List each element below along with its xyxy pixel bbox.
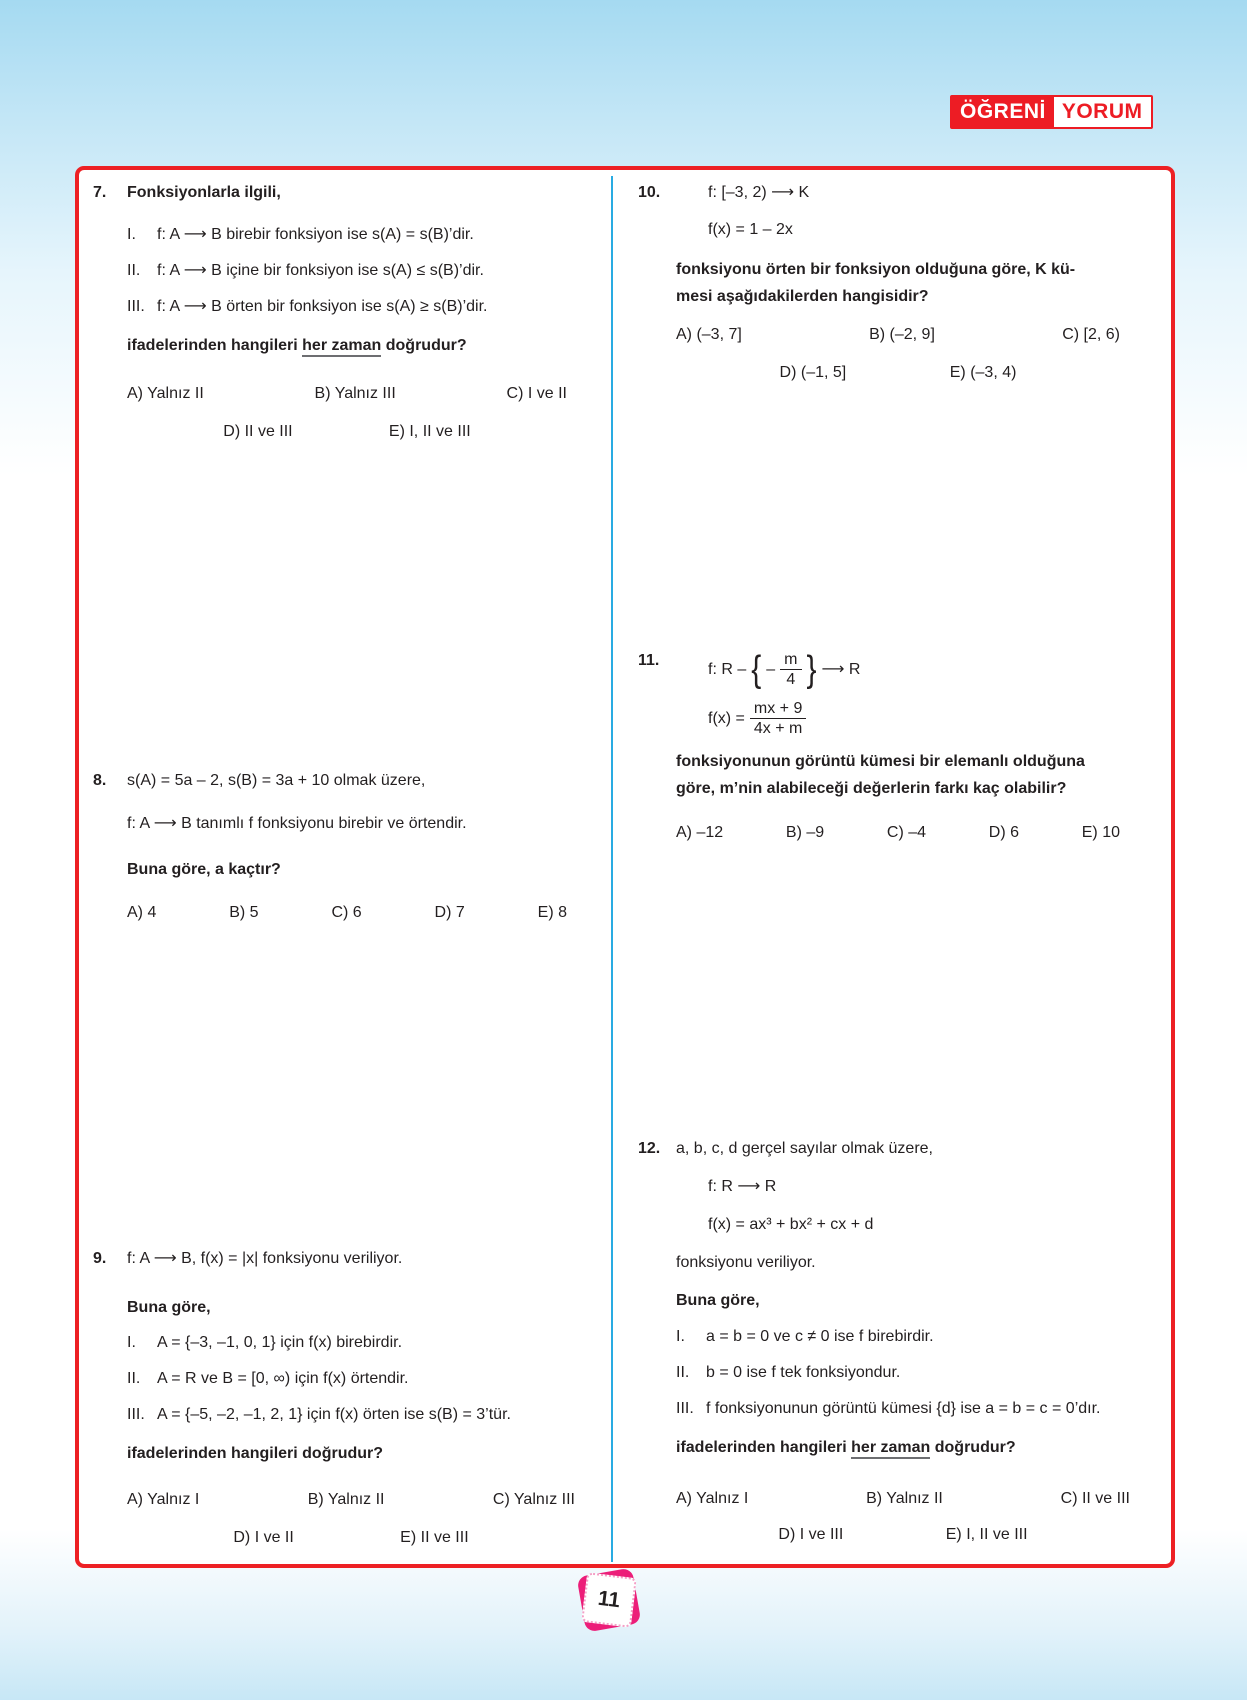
- question-10-number: 10.: [638, 184, 661, 201]
- prompt-text: doğrudur?: [934, 1439, 1016, 1456]
- item-label: III.: [676, 1400, 694, 1417]
- math-minus: –: [766, 660, 776, 678]
- statement-item: [127, 1368, 575, 1390]
- option-c: C) 6: [331, 904, 362, 921]
- option-d: D) II ve III: [223, 423, 293, 440]
- item-text: f: A ⟶ B birebir fonksiyon ise s(A) = s(B)’dir.: [157, 226, 474, 243]
- item-text: A = {–5, –2, –1, 2, 1} için f(x) örten ise s(B) = 3’tür.: [157, 1406, 511, 1423]
- option-b: B) –9: [785, 824, 825, 841]
- options-row: [676, 1524, 1130, 1546]
- question-12: [638, 1138, 1130, 1560]
- option-b: B) (–2, 9]: [869, 326, 935, 343]
- option-e: E) 10: [1081, 824, 1120, 841]
- page-number: 11: [581, 1572, 637, 1628]
- question-12-line1: a, b, c, d gerçel sayılar olmak üzere,: [676, 1140, 933, 1157]
- question-10-prompt: [676, 256, 1120, 310]
- option-e: E) I, II ve III: [388, 423, 471, 440]
- question-7: [93, 182, 567, 459]
- options-row: [127, 1489, 575, 1511]
- question-11-prompt: [676, 748, 1120, 802]
- option-c: C) Yalnız III: [492, 1491, 575, 1508]
- option-e: E) II ve III: [400, 1529, 469, 1546]
- option-a: A) 4: [127, 904, 157, 921]
- question-10: [638, 182, 1120, 400]
- prompt-text: fonksiyonu örten bir fonksiyon olduğuna göre, K kü-: [676, 261, 1076, 278]
- question-11-function-formula: [708, 699, 1120, 738]
- question-11: [638, 650, 1120, 860]
- question-9-line1: f: A ⟶ B, f(x) = |x| fonksiyonu veriliyor.: [127, 1250, 403, 1267]
- prompt-underlined-text: her zaman: [302, 337, 381, 357]
- question-7-intro: Fonksiyonlarla ilgili,: [127, 184, 281, 201]
- question-9-subhead: Buna göre,: [127, 1299, 211, 1316]
- item-text: a = b = 0 ve c ≠ 0 ise f birebirdir.: [706, 1328, 934, 1345]
- question-8-line2: f: A ⟶ B tanımlı f fonksiyonu birebir ve örtendir.: [127, 815, 467, 832]
- statement-item: [676, 1398, 1130, 1420]
- fraction-denominator: 4: [786, 671, 796, 688]
- option-e: E) I, II ve III: [945, 1526, 1028, 1543]
- item-text: A = {–3, –1, 0, 1} için f(x) birebirdir.: [157, 1334, 403, 1351]
- option-b: B) Yalnız II: [866, 1490, 943, 1507]
- options-row: [676, 1488, 1130, 1510]
- question-8-prompt: Buna göre, a kaçtır?: [127, 861, 281, 878]
- question-8-number: 8.: [93, 772, 107, 789]
- brace-open: {: [751, 648, 762, 690]
- question-12-line2: fonksiyonu veriliyor.: [676, 1254, 816, 1271]
- option-b: B) 5: [229, 904, 259, 921]
- option-b: B) Yalnız III: [314, 385, 396, 402]
- options-row: [127, 1527, 575, 1549]
- item-label: III.: [127, 298, 145, 315]
- statement-item: [676, 1362, 1130, 1384]
- item-text: f: A ⟶ B içine bir fonksiyon ise s(A) ≤ s(B)’dir.: [157, 262, 484, 279]
- fraction-denominator: 4x + m: [753, 720, 803, 737]
- question-12-prompt: [676, 1434, 1130, 1461]
- question-9-prompt: ifadelerinden hangileri doğrudur?: [127, 1445, 384, 1462]
- question-10-formula1: f: [–3, 2) ⟶ K: [708, 184, 810, 201]
- brand-logo: [950, 95, 1153, 129]
- column-divider: [611, 176, 613, 1562]
- question-8-line1: s(A) = 5a – 2, s(B) = 3a + 10 olmak üzere,: [127, 772, 426, 789]
- question-12-formula1: f: R ⟶ R: [708, 1178, 777, 1195]
- question-11-mapping-formula: [708, 650, 1120, 689]
- option-d: D) (–1, 5]: [779, 364, 847, 381]
- option-c: C) –4: [886, 824, 927, 841]
- question-panel: [75, 166, 1175, 1568]
- brand-logo-left: ÖĞRENİ: [952, 97, 1054, 127]
- statement-item: [676, 1326, 1130, 1348]
- prompt-text: mesi aşağıdakilerden hangisidir?: [676, 288, 929, 305]
- math-text: ⟶ R: [821, 660, 861, 678]
- page-number-badge: [581, 1572, 637, 1628]
- option-c: C) II ve III: [1060, 1490, 1130, 1507]
- question-9: [93, 1248, 575, 1565]
- item-label: II.: [127, 1370, 141, 1387]
- option-c: C) I ve II: [506, 385, 567, 402]
- option-a: A) Yalnız II: [127, 385, 204, 402]
- question-12-formula2: f(x) = ax³ + bx² + cx + d: [708, 1216, 874, 1233]
- item-label: I.: [676, 1328, 685, 1345]
- option-d: D) 6: [988, 824, 1019, 841]
- option-e: E) (–3, 4): [949, 364, 1017, 381]
- prompt-text: ifadelerinden hangileri: [127, 337, 298, 354]
- statement-item: [127, 296, 567, 318]
- item-label: I.: [127, 1334, 136, 1351]
- question-7-number: 7.: [93, 184, 107, 201]
- option-b: B) Yalnız II: [307, 1491, 385, 1508]
- question-9-number: 9.: [93, 1250, 107, 1267]
- item-label: III.: [127, 1406, 145, 1423]
- math-text: f(x) =: [708, 709, 745, 727]
- option-c: C) [2, 6): [1062, 326, 1120, 343]
- options-row: [127, 421, 567, 443]
- fraction: [750, 699, 806, 738]
- prompt-text: göre, m’nin alabileceği değerlerin farkı kaç olabilir?: [676, 780, 1067, 797]
- option-a: A) Yalnız I: [127, 1491, 200, 1508]
- options-row: [676, 324, 1120, 346]
- item-label: I.: [127, 226, 136, 243]
- prompt-text: fonksiyonunun görüntü kümesi bir elemanlı olduğuna: [676, 753, 1085, 770]
- prompt-text: doğrudur?: [385, 337, 467, 354]
- options-row: [676, 822, 1120, 844]
- item-label: II.: [676, 1364, 690, 1381]
- fraction-numerator: m: [780, 650, 801, 670]
- math-text: f: R –: [708, 660, 747, 678]
- item-text: f: A ⟶ B örten bir fonksiyon ise s(A) ≥ s(B)’dir.: [157, 298, 488, 315]
- statement-item: [127, 1404, 575, 1426]
- statement-item: [127, 1332, 575, 1354]
- question-8: [93, 770, 567, 940]
- fraction: [780, 650, 801, 689]
- statement-item: [127, 260, 567, 282]
- option-d: D) I ve II: [233, 1529, 294, 1546]
- option-d: D) 7: [434, 904, 465, 921]
- options-row: [676, 362, 1120, 384]
- option-a: A) –12: [676, 824, 724, 841]
- prompt-underlined-text: her zaman: [851, 1439, 930, 1459]
- prompt-text: ifadelerinden hangileri: [676, 1439, 847, 1456]
- option-d: D) I ve III: [778, 1526, 844, 1543]
- option-e: E) 8: [537, 904, 567, 921]
- fraction-numerator: mx + 9: [750, 699, 806, 719]
- question-7-prompt: [127, 332, 567, 359]
- options-row: [127, 383, 567, 405]
- question-12-number: 12.: [638, 1140, 661, 1157]
- brace-close: }: [806, 648, 817, 690]
- question-11-number: 11.: [638, 652, 660, 669]
- brand-logo-right: YORUM: [1061, 100, 1143, 123]
- item-label: II.: [127, 262, 141, 279]
- question-12-subhead: Buna göre,: [676, 1292, 760, 1309]
- options-row: [127, 902, 567, 924]
- item-text: A = R ve B = [0, ∞) için f(x) örtendir.: [157, 1370, 409, 1387]
- item-text: f fonksiyonunun görüntü kümesi {d} ise a = b = c = 0’dır.: [706, 1400, 1101, 1417]
- option-a: A) (–3, 7]: [676, 326, 742, 343]
- statement-item: [127, 224, 567, 246]
- question-10-formula2: f(x) = 1 – 2x: [708, 221, 793, 238]
- item-text: b = 0 ise f tek fonksiyondur.: [706, 1364, 901, 1381]
- option-a: A) Yalnız I: [676, 1490, 749, 1507]
